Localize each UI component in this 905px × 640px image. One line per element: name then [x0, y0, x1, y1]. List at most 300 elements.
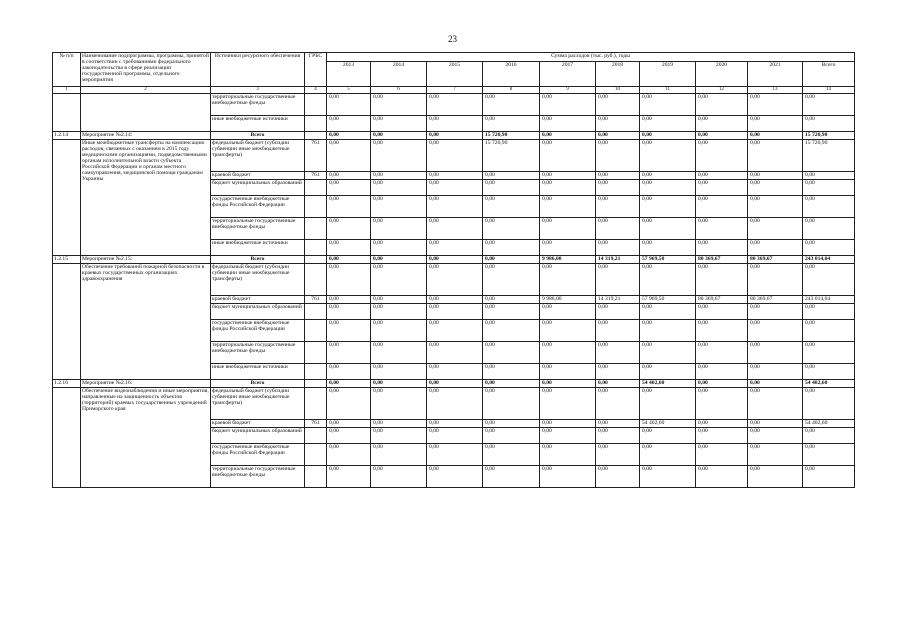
value-cell: 0,00 — [483, 256, 540, 264]
source-cell-total: Всего — [211, 132, 305, 140]
value-cell: 0,00 — [371, 428, 427, 444]
value-cell: 57 969,50 — [640, 296, 696, 304]
value-cell: 0,00 — [748, 94, 803, 116]
table-row — [53, 264, 855, 296]
grbs-cell — [305, 94, 327, 116]
value-cell: 0,00 — [596, 364, 640, 380]
header-year-9: Всего — [803, 62, 855, 87]
value-cell: 14 319,21 — [596, 296, 640, 304]
value-cell: 0,00 — [748, 342, 803, 364]
value-cell: 0,00 — [540, 364, 596, 380]
source-cell-federal: федеральный бюджет (субсидии субвенции иные межбюджетные трансферты) — [211, 264, 305, 296]
value-cell: 0,00 — [596, 196, 640, 218]
page-number: 23 — [448, 34, 457, 44]
value-cell: 0,00 — [371, 172, 427, 180]
value-cell: 0,00 — [596, 444, 640, 466]
value-cell: 0,00 — [327, 132, 371, 140]
value-cell: 0,00 — [803, 240, 855, 256]
value-cell: 0,00 — [596, 320, 640, 342]
value-cell: 0,00 — [596, 264, 640, 296]
grbs-cell: 761 — [305, 420, 327, 428]
value-cell: 0,00 — [748, 466, 803, 488]
source-cell-state-funds: государственные внебюджетные фонды Российской Федерации — [211, 320, 305, 342]
header-index-11: 12 — [696, 87, 748, 94]
value-cell: 0,00 — [640, 304, 696, 320]
grbs-cell: 761 — [305, 140, 327, 172]
header-index-3: 4 — [305, 87, 327, 94]
value-cell: 0,00 — [483, 380, 540, 388]
value-cell: 54 402,60 — [640, 420, 696, 428]
value-cell: 0,00 — [371, 296, 427, 304]
header-index-6: 7 — [427, 87, 483, 94]
value-cell: 0,00 — [748, 444, 803, 466]
header-index-0: 1 — [53, 87, 81, 94]
value-cell: 0,00 — [748, 132, 803, 140]
header-year-6: 2019 — [640, 62, 696, 87]
value-cell: 0,00 — [596, 172, 640, 180]
grbs-cell — [305, 320, 327, 342]
value-cell: 0,00 — [427, 428, 483, 444]
grbs-cell — [305, 264, 327, 296]
grbs-cell — [305, 196, 327, 218]
value-cell: 0,00 — [696, 172, 748, 180]
header-year-7: 2020 — [696, 62, 748, 87]
value-cell: 0,00 — [427, 180, 483, 196]
value-cell: 0,00 — [483, 218, 540, 240]
value-cell: 0,00 — [696, 342, 748, 364]
header-num: № п/п — [53, 53, 81, 87]
value-cell: 0,00 — [483, 466, 540, 488]
value-cell: 0,00 — [748, 180, 803, 196]
source-cell-state-funds: государственные внебюджетные фонды Российской Федерации — [211, 444, 305, 466]
value-cell: 0,00 — [427, 444, 483, 466]
value-cell: 0,00 — [327, 116, 371, 132]
value-cell: 0,00 — [696, 140, 748, 172]
value-cell: 0,00 — [640, 218, 696, 240]
value-cell: 0,00 — [427, 94, 483, 116]
value-cell: 0,00 — [483, 444, 540, 466]
value-cell: 0,00 — [327, 196, 371, 218]
value-cell: 0,00 — [596, 180, 640, 196]
value-cell: 0,00 — [803, 364, 855, 380]
grbs-cell — [305, 388, 327, 420]
value-cell: 0,00 — [371, 264, 427, 296]
value-cell: 0,00 — [640, 466, 696, 488]
value-cell: 243 014,04 — [803, 296, 855, 304]
value-cell: 0,00 — [640, 180, 696, 196]
measure-num: 1.2.16 — [53, 380, 81, 388]
value-cell: 0,00 — [427, 466, 483, 488]
value-cell: 0,00 — [748, 196, 803, 218]
value-cell: 243 014,04 — [803, 256, 855, 264]
value-cell: 0,00 — [696, 380, 748, 388]
value-cell: 0,00 — [483, 296, 540, 304]
value-cell: 0,00 — [327, 94, 371, 116]
value-cell: 0,00 — [483, 420, 540, 428]
value-cell: 0,00 — [371, 180, 427, 196]
value-cell: 0,00 — [748, 304, 803, 320]
source-cell-total: Всего — [211, 380, 305, 388]
value-cell: 9 986,00 — [540, 256, 596, 264]
value-cell: 0,00 — [427, 304, 483, 320]
value-cell: 0,00 — [748, 140, 803, 172]
value-cell: 0,00 — [540, 304, 596, 320]
value-cell: 0,00 — [483, 196, 540, 218]
value-cell: 0,00 — [371, 94, 427, 116]
value-cell: 0,00 — [327, 172, 371, 180]
source-cell-other: иные внебюджетные источники — [211, 240, 305, 256]
value-cell: 0,00 — [748, 240, 803, 256]
value-cell: 0,00 — [748, 380, 803, 388]
value-cell: 0,00 — [803, 94, 855, 116]
value-cell: 0,00 — [540, 140, 596, 172]
value-cell: 0,00 — [427, 218, 483, 240]
value-cell: 0,00 — [327, 180, 371, 196]
value-cell: 0,00 — [696, 420, 748, 428]
header-index-5: 6 — [371, 87, 427, 94]
header-year-0: 2013 — [327, 62, 371, 87]
value-cell: 0,00 — [483, 428, 540, 444]
value-cell: 0,00 — [640, 444, 696, 466]
value-cell: 0,00 — [803, 466, 855, 488]
grbs-cell — [305, 180, 327, 196]
value-cell: 0,00 — [596, 218, 640, 240]
value-cell: 80 369,67 — [696, 296, 748, 304]
source-cell-municipal: бюджет муниципальных образований — [211, 428, 305, 444]
measure-title: Мероприятие №2.15: — [81, 256, 211, 264]
measure-num-span — [53, 140, 81, 256]
value-cell: 0,00 — [427, 140, 483, 172]
header-year-8: 2021 — [748, 62, 803, 87]
value-cell: 0,00 — [427, 388, 483, 420]
value-cell: 0,00 — [748, 218, 803, 240]
value-cell: 0,00 — [483, 342, 540, 364]
value-cell: 0,00 — [327, 444, 371, 466]
value-cell: 0,00 — [696, 132, 748, 140]
value-cell: 0,00 — [427, 342, 483, 364]
value-cell: 0,00 — [540, 320, 596, 342]
value-cell: 0,00 — [371, 196, 427, 218]
value-cell: 0,00 — [640, 116, 696, 132]
source-cell-territorial: территориальные государственные внебюджетные фонды — [211, 94, 305, 116]
source-cell-regional: краевой бюджет — [211, 172, 305, 180]
measure-title: Мероприятие №2.16: — [81, 380, 211, 388]
value-cell: 0,00 — [483, 388, 540, 420]
value-cell: 0,00 — [483, 94, 540, 116]
grbs-cell — [305, 132, 327, 140]
value-cell: 0,00 — [327, 256, 371, 264]
header-index-9: 10 — [596, 87, 640, 94]
value-cell: 0,00 — [371, 444, 427, 466]
header-row-top — [53, 53, 855, 62]
value-cell: 0,00 — [327, 388, 371, 420]
value-cell: 0,00 — [696, 304, 748, 320]
value-cell: 0,00 — [803, 116, 855, 132]
value-cell: 0,00 — [427, 132, 483, 140]
value-cell: 0,00 — [540, 420, 596, 428]
measure-description: Обеспечение требований пожарной безопасности в краевых государственных организациях здравоохранения — [81, 264, 211, 380]
value-cell: 0,00 — [803, 428, 855, 444]
value-cell: 0,00 — [371, 240, 427, 256]
value-cell: 0,00 — [596, 240, 640, 256]
source-cell-state-funds: государственные внебюджетные фонды Российской Федерации — [211, 196, 305, 218]
value-cell: 0,00 — [748, 320, 803, 342]
value-cell: 0,00 — [327, 320, 371, 342]
value-cell: 0,00 — [748, 264, 803, 296]
value-cell: 0,00 — [327, 240, 371, 256]
value-cell: 0,00 — [596, 116, 640, 132]
value-cell: 0,00 — [327, 342, 371, 364]
header-year-1: 2014 — [371, 62, 427, 87]
header-grbs: ГРБС — [305, 53, 327, 87]
value-cell: 0,00 — [327, 140, 371, 172]
value-cell: 0,00 — [427, 116, 483, 132]
table-body — [53, 94, 855, 488]
measure-description: Обеспечение видеонаблюдения и иные мероприятия, направленные на защищенность объектов (территорий) краевых государственных учреждений Приморского края — [81, 388, 211, 488]
value-cell: 0,00 — [596, 94, 640, 116]
value-cell: 0,00 — [427, 256, 483, 264]
value-cell: 0,00 — [483, 264, 540, 296]
measure-num-span — [53, 388, 81, 488]
source-cell-regional: краевой бюджет — [211, 420, 305, 428]
value-cell: 0,00 — [696, 94, 748, 116]
value-cell: 80 369,67 — [748, 256, 803, 264]
value-cell: 9 986,00 — [540, 296, 596, 304]
source-cell-territorial: территориальные государственные внебюджетные фонды — [211, 342, 305, 364]
header-source: Источники ресурсного обеспечения — [211, 53, 305, 87]
value-cell: 0,00 — [640, 364, 696, 380]
grbs-cell — [305, 240, 327, 256]
value-cell: 0,00 — [427, 364, 483, 380]
value-cell: 80 369,67 — [748, 296, 803, 304]
value-cell: 0,00 — [371, 218, 427, 240]
value-cell: 0,00 — [540, 240, 596, 256]
grbs-cell: 761 — [305, 296, 327, 304]
source-cell-federal: федеральный бюджет (субсидии субвенции иные межбюджетные трансферты) — [211, 140, 305, 172]
value-cell: 0,00 — [371, 466, 427, 488]
value-cell: 0,00 — [696, 264, 748, 296]
header-year-4: 2017 — [540, 62, 596, 87]
budget-table — [52, 52, 855, 488]
value-cell: 0,00 — [640, 140, 696, 172]
table-row — [53, 94, 855, 116]
value-cell: 0,00 — [596, 428, 640, 444]
value-cell: 0,00 — [696, 196, 748, 218]
value-cell: 0,00 — [640, 428, 696, 444]
value-cell: 0,00 — [596, 388, 640, 420]
value-cell: 0,00 — [803, 172, 855, 180]
value-cell: 0,00 — [371, 140, 427, 172]
value-cell: 0,00 — [696, 240, 748, 256]
value-cell: 0,00 — [540, 342, 596, 364]
value-cell: 0,00 — [803, 196, 855, 218]
grbs-cell — [305, 218, 327, 240]
header-year-2: 2015 — [427, 62, 483, 87]
value-cell: 0,00 — [371, 420, 427, 428]
value-cell: 0,00 — [371, 256, 427, 264]
grbs-cell — [305, 342, 327, 364]
value-cell: 0,00 — [696, 320, 748, 342]
value-cell: 0,00 — [483, 364, 540, 380]
measure-num: 1.2.15 — [53, 256, 81, 264]
value-cell: 0,00 — [803, 218, 855, 240]
source-cell-other: иные внебюджетные источники — [211, 116, 305, 132]
value-cell: 0,00 — [640, 132, 696, 140]
value-cell: 0,00 — [327, 304, 371, 320]
grbs-cell — [305, 444, 327, 466]
value-cell: 57 969,50 — [640, 256, 696, 264]
value-cell: 0,00 — [327, 420, 371, 428]
value-cell: 0,00 — [540, 172, 596, 180]
value-cell: 0,00 — [327, 466, 371, 488]
value-cell: 54 402,60 — [803, 380, 855, 388]
value-cell: 0,00 — [540, 380, 596, 388]
value-cell: 0,00 — [371, 320, 427, 342]
header-year-3: 2016 — [483, 62, 540, 87]
value-cell: 0,00 — [696, 444, 748, 466]
value-cell: 0,00 — [540, 444, 596, 466]
source-cell-territorial: территориальные государственные внебюджетные фонды — [211, 466, 305, 488]
value-cell: 0,00 — [427, 240, 483, 256]
header-name: Наименование подпрограммы, программы, принятой в соответствии с требованиями федерального законодательства в сфере реализации государственной программы, отдельного мероприятия — [81, 53, 211, 87]
source-cell-total: Всего — [211, 256, 305, 264]
value-cell: 0,00 — [696, 428, 748, 444]
value-cell: 0,00 — [327, 428, 371, 444]
header-sum: Сумма расходов (тыс. руб.), годы — [327, 53, 855, 62]
value-cell: 0,00 — [371, 364, 427, 380]
source-cell-territorial: территориальные государственные внебюджетные фонды — [211, 218, 305, 240]
value-cell: 0,00 — [596, 132, 640, 140]
value-cell: 0,00 — [640, 196, 696, 218]
value-cell: 0,00 — [640, 172, 696, 180]
grbs-cell — [305, 304, 327, 320]
grbs-cell: 761 — [305, 172, 327, 180]
value-cell: 0,00 — [327, 218, 371, 240]
value-cell: 0,00 — [696, 218, 748, 240]
value-cell: 0,00 — [596, 466, 640, 488]
table-row — [53, 380, 855, 388]
measure-num-span — [53, 264, 81, 380]
value-cell: 0,00 — [803, 320, 855, 342]
value-cell: 0,00 — [483, 116, 540, 132]
value-cell: 0,00 — [640, 94, 696, 116]
value-cell: 15 720,90 — [803, 132, 855, 140]
value-cell: 0,00 — [371, 380, 427, 388]
value-cell: 0,00 — [696, 180, 748, 196]
value-cell: 0,00 — [540, 466, 596, 488]
source-cell-municipal: бюджет муниципальных образований — [211, 304, 305, 320]
grbs-cell — [305, 380, 327, 388]
value-cell: 0,00 — [483, 320, 540, 342]
grbs-cell — [305, 466, 327, 488]
value-cell: 0,00 — [540, 180, 596, 196]
value-cell: 54 402,60 — [803, 420, 855, 428]
source-cell-municipal: бюджет муниципальных образований — [211, 180, 305, 196]
value-cell: 0,00 — [371, 304, 427, 320]
carry-num-cell — [53, 94, 81, 132]
measure-description: Иные межбюджетные трансферты на компенсацию расходов, связанных с оказанием в 2015 году медицинскими организациями, подведомственными органам исполнительной власти субъекта Российской Федерации и органам местного самоуправления, медицинской помощи гражданам Украины — [81, 140, 211, 256]
value-cell: 0,00 — [748, 364, 803, 380]
value-cell: 15 720,90 — [483, 140, 540, 172]
value-cell: 0,00 — [596, 380, 640, 388]
value-cell: 0,00 — [540, 94, 596, 116]
value-cell: 0,00 — [427, 264, 483, 296]
value-cell: 0,00 — [640, 264, 696, 296]
value-cell: 0,00 — [540, 428, 596, 444]
value-cell: 15 720,90 — [803, 140, 855, 172]
grbs-cell — [305, 256, 327, 264]
value-cell: 0,00 — [540, 218, 596, 240]
value-cell: 0,00 — [483, 180, 540, 196]
grbs-cell — [305, 428, 327, 444]
value-cell: 0,00 — [371, 116, 427, 132]
value-cell: 0,00 — [748, 388, 803, 420]
value-cell: 14 319,21 — [596, 256, 640, 264]
header-index-1: 2 — [81, 87, 211, 94]
value-cell: 0,00 — [803, 304, 855, 320]
value-cell: 0,00 — [640, 342, 696, 364]
header-index-row — [53, 87, 855, 94]
value-cell: 0,00 — [803, 388, 855, 420]
table-row — [53, 256, 855, 264]
header-year-5: 2018 — [596, 62, 640, 87]
grbs-cell — [305, 364, 327, 380]
table-row — [53, 132, 855, 140]
value-cell: 0,00 — [427, 420, 483, 428]
value-cell: 0,00 — [596, 420, 640, 428]
value-cell: 0,00 — [540, 196, 596, 218]
measure-title: Мероприятие №2.14: — [81, 132, 211, 140]
value-cell: 0,00 — [540, 132, 596, 140]
value-cell: 0,00 — [596, 342, 640, 364]
value-cell: 0,00 — [696, 466, 748, 488]
measure-num: 1.2.14 — [53, 132, 81, 140]
value-cell: 0,00 — [803, 444, 855, 466]
table-row — [53, 388, 855, 420]
value-cell: 0,00 — [803, 180, 855, 196]
value-cell: 0,00 — [327, 364, 371, 380]
source-cell-federal: федеральный бюджет (субсидии субвенции иные межбюджетные трансферты) — [211, 388, 305, 420]
value-cell: 0,00 — [427, 172, 483, 180]
value-cell: 0,00 — [748, 116, 803, 132]
value-cell: 0,00 — [371, 132, 427, 140]
header-index-2: 3 — [211, 87, 305, 94]
header-index-12: 13 — [748, 87, 803, 94]
value-cell: 0,00 — [596, 304, 640, 320]
table-row — [53, 140, 855, 172]
header-index-13: 14 — [803, 87, 855, 94]
value-cell: 0,00 — [640, 240, 696, 256]
value-cell: 0,00 — [803, 264, 855, 296]
value-cell: 0,00 — [371, 388, 427, 420]
value-cell: 0,00 — [748, 172, 803, 180]
value-cell: 0,00 — [696, 388, 748, 420]
value-cell: 0,00 — [427, 196, 483, 218]
value-cell: 0,00 — [483, 240, 540, 256]
value-cell: 15 720,90 — [483, 132, 540, 140]
value-cell: 54 402,60 — [640, 380, 696, 388]
value-cell: 0,00 — [327, 380, 371, 388]
value-cell: 0,00 — [640, 320, 696, 342]
value-cell: 0,00 — [427, 296, 483, 304]
value-cell: 0,00 — [483, 304, 540, 320]
value-cell: 0,00 — [540, 388, 596, 420]
value-cell: 0,00 — [696, 364, 748, 380]
value-cell: 0,00 — [540, 264, 596, 296]
value-cell: 0,00 — [327, 296, 371, 304]
carry-desc-cell — [81, 94, 211, 132]
value-cell: 0,00 — [640, 388, 696, 420]
